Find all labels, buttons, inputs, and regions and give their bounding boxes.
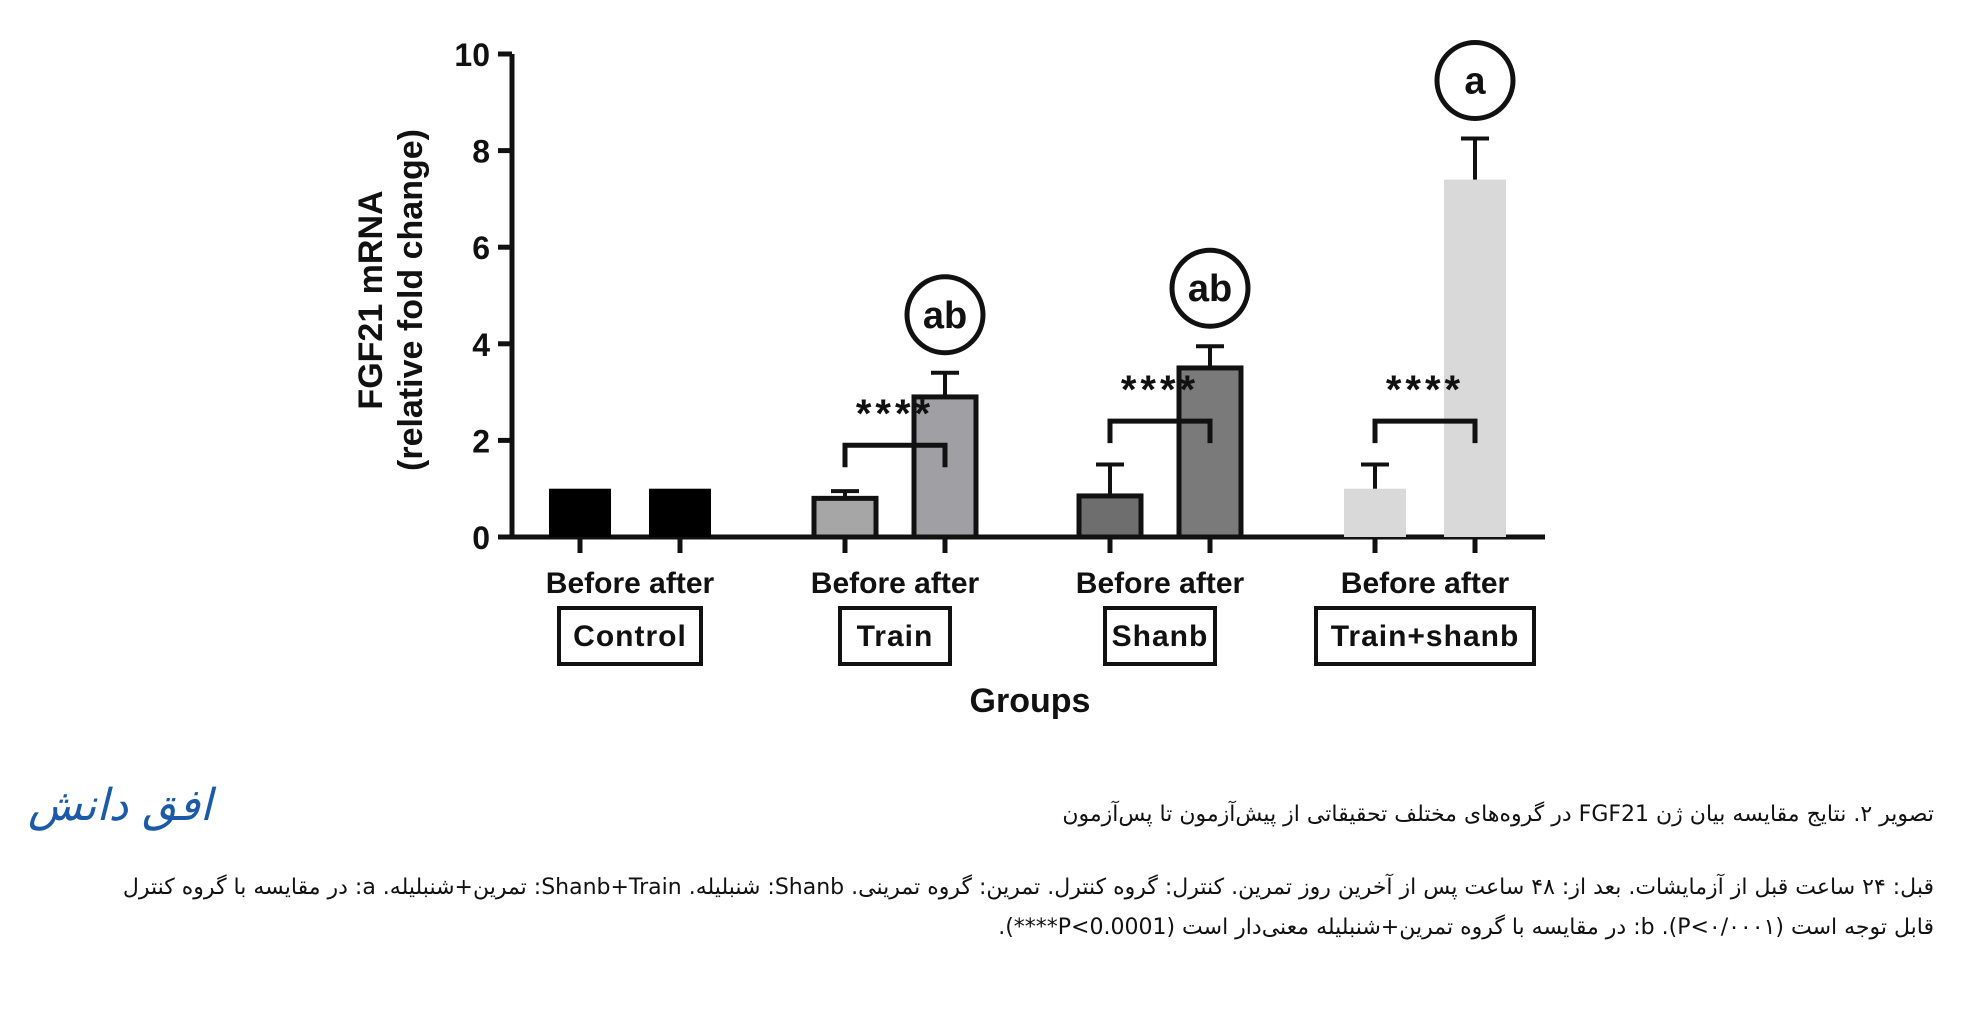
y-tick-label: 4: [472, 326, 490, 363]
significance-stars: ****: [1385, 368, 1465, 413]
bar-before: [549, 489, 611, 537]
bar-before: [1344, 489, 1406, 537]
before-after-label: Before after: [1075, 567, 1245, 600]
figure-caption-body: قبل: ۲۴ ساعت قبل از آزمایشات. بعد از: ۴۸ ساعت پس از آخرین روز تمرین. کنترل: گروه کنترل. تمرین: گروه تمرینی. Shanb: شنبلیله. Shanb+Train: تمرین+شنبلیله. a: در مقایسه با گروه کنترل قابل توجه است (P<۰/۰۰۰۱). b: در مقایسه با گروه تمرین+شنبلیله معنی‌دار است (P<0.0001****).: [122, 875, 1934, 940]
y-tick-label: 2: [472, 423, 490, 460]
bar-after: [1444, 180, 1506, 537]
group-name-train-shanb: Train+shanb: [1330, 620, 1520, 653]
group-labels-layer: [546, 567, 1534, 664]
before-after-label: Before after: [810, 567, 980, 600]
annotation-letter: ab: [1187, 268, 1233, 311]
annotation-letter: a: [1464, 60, 1486, 103]
y-axis: [454, 37, 512, 556]
group-name-train: Train: [856, 620, 934, 653]
bar-before: [1079, 496, 1141, 537]
y-tick-label: 0: [472, 520, 490, 556]
before-after-label: Before after: [1340, 567, 1510, 600]
bar-before: [814, 498, 876, 537]
y-tick-label: 10: [454, 37, 490, 73]
before-after-label: Before after: [545, 567, 715, 600]
y-axis-label-line2: (relative fold change): [392, 129, 430, 471]
bars-layer: [549, 180, 1506, 537]
annotation-letter: ab: [922, 294, 968, 337]
group-name-control: Control: [573, 620, 687, 653]
group-name-shanb: Shanb: [1111, 620, 1209, 653]
significance-stars: ****: [1120, 368, 1200, 413]
y-tick-label: 6: [472, 230, 490, 267]
bar-after: [649, 489, 711, 537]
y-axis-label-line1: FGF21 mRNA: [352, 190, 390, 410]
publisher-logo: افق دانش: [28, 780, 213, 831]
figure-caption-title: تصویر ۲. نتایج مقایسه بیان ژن FGF21 در گروه‌های مختلف تحقیقاتی از پیش‌آزمون تا پس‌آزمون: [1062, 802, 1934, 827]
y-tick-label: 8: [472, 133, 490, 170]
x-axis: [512, 537, 1545, 553]
x-axis-title: Groups: [969, 682, 1091, 720]
significance-stars: ****: [855, 392, 935, 437]
